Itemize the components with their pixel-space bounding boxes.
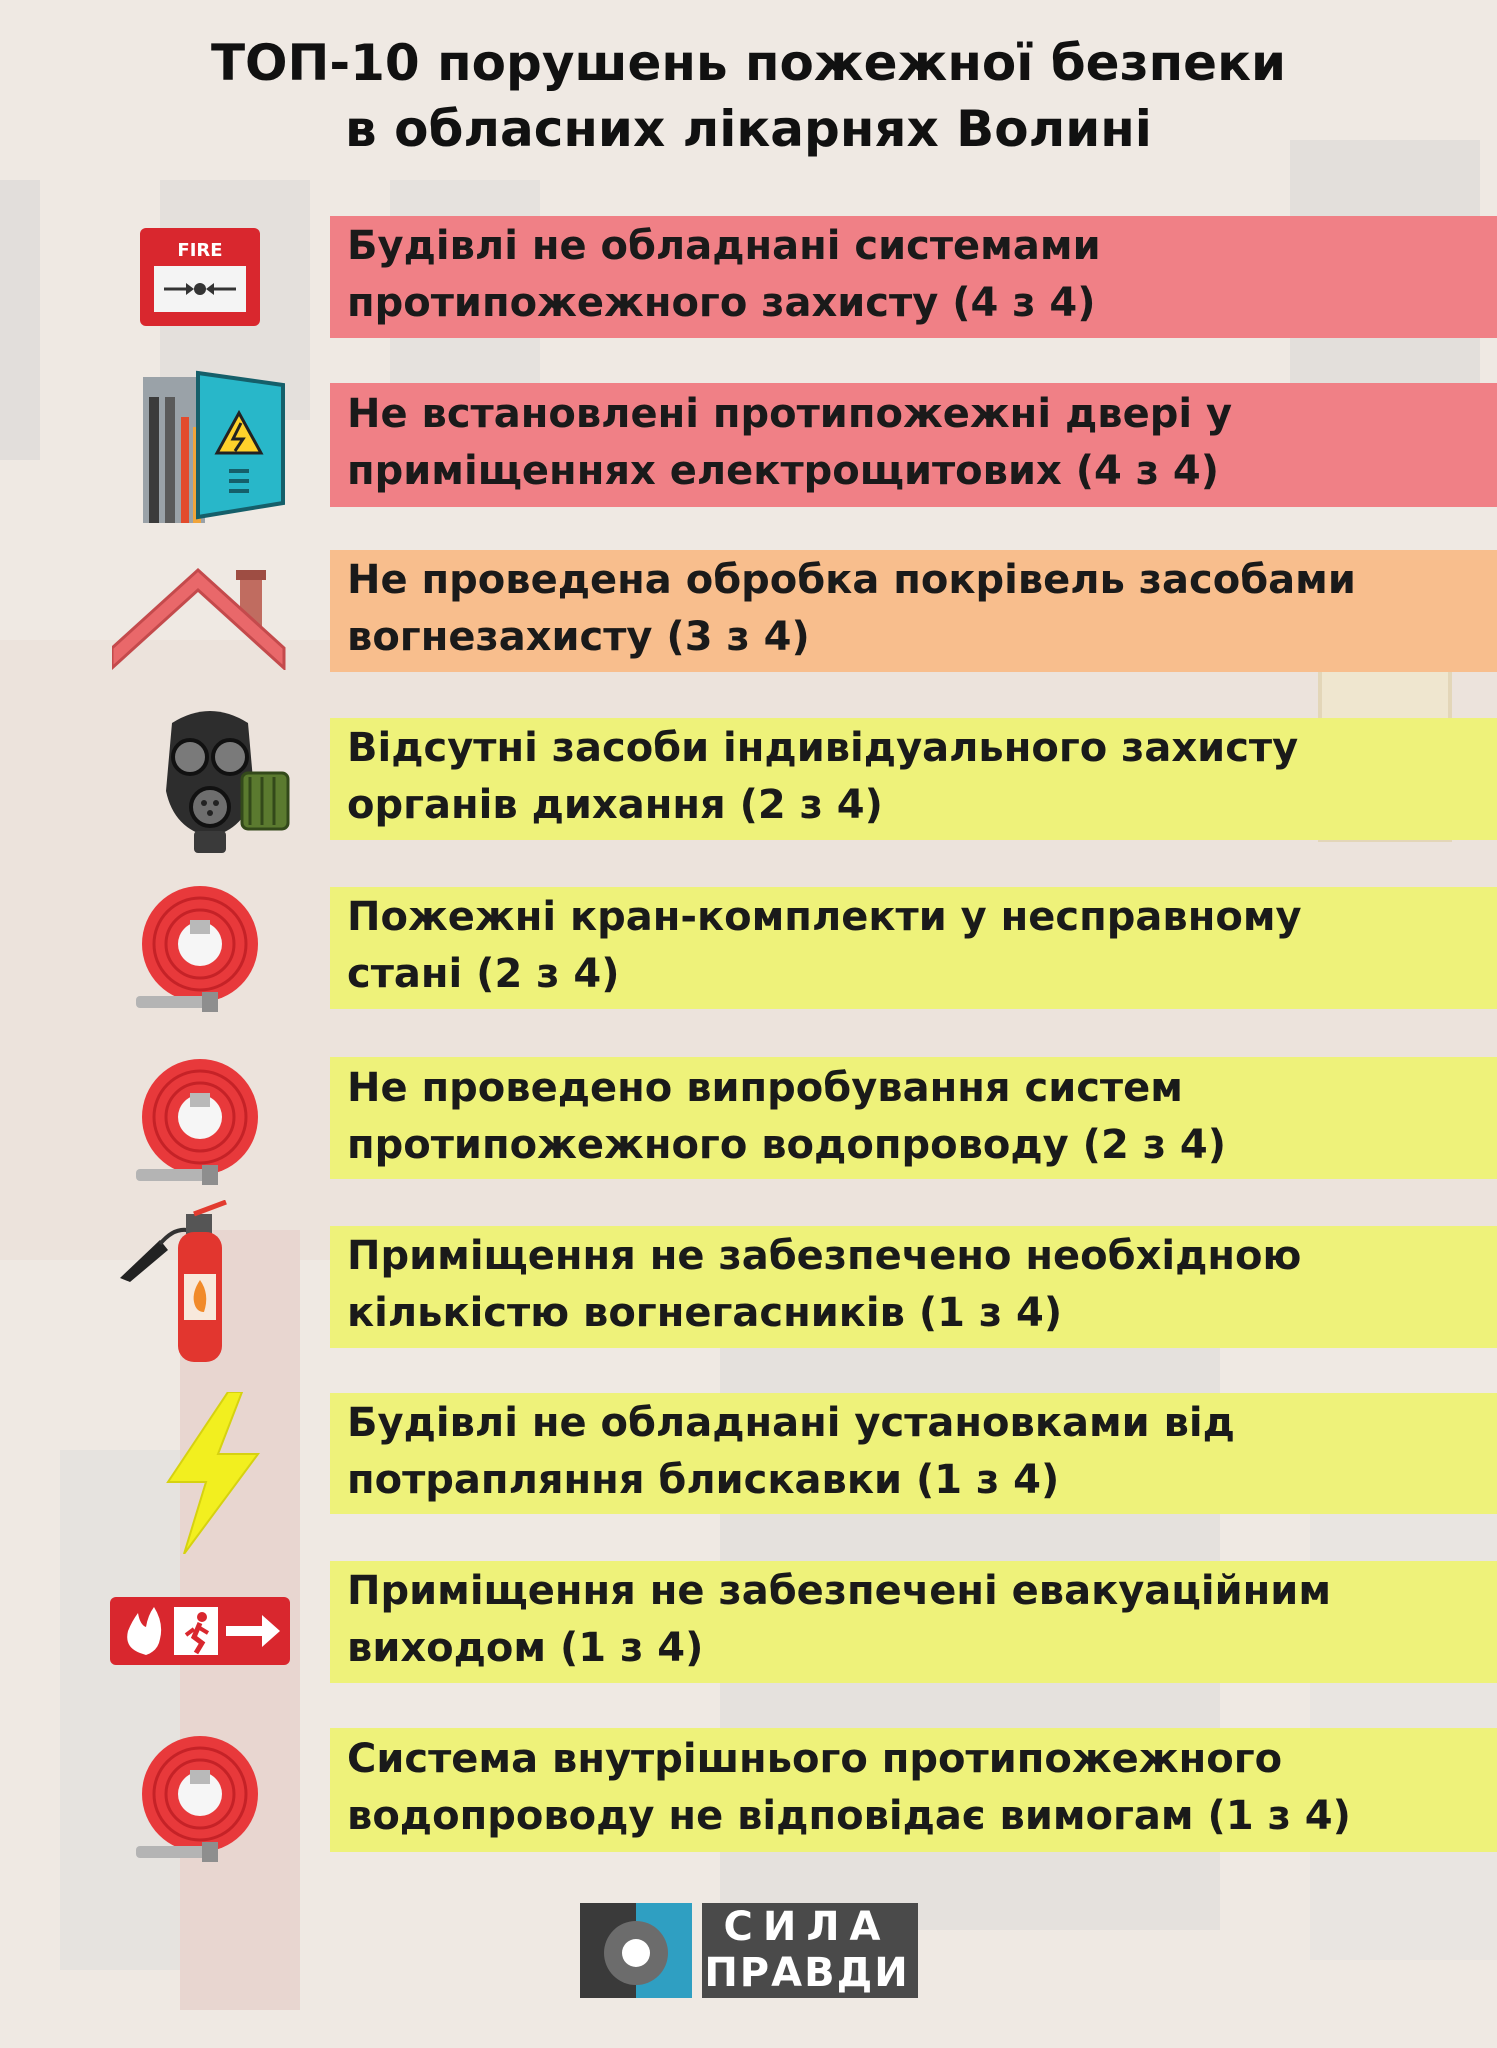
item-4-line-2: органів дихання (2 з 4): [347, 782, 883, 828]
item-10-line-1: Система внутрішнього протипожежного: [347, 1736, 1283, 1782]
item-text-3: [347, 552, 1497, 666]
item-text-7: [347, 1228, 1497, 1342]
item-text-4: [347, 720, 1497, 834]
item-8-line-1: Будівлі не обладнані установками від: [347, 1400, 1235, 1446]
item-2-line-1: Не встановлені протипожежні двері у: [347, 391, 1233, 437]
roof-icon: [112, 566, 287, 670]
fire-extinguisher-icon: [118, 1200, 238, 1365]
item-5-line-1: Пожежні кран-комплекти у несправному: [347, 894, 1302, 940]
emergency-exit-icon: [110, 1597, 290, 1665]
item-text-5: [347, 889, 1497, 1003]
logo-line-1: СИЛА: [723, 1904, 891, 1950]
item-6-line-2: протипожежного водопроводу (2 з 4): [347, 1122, 1226, 1168]
item-text-8: [347, 1395, 1497, 1509]
lightning-icon: [158, 1392, 260, 1554]
item-9-line-1: Приміщення не забезпечені евакуаційним: [347, 1568, 1332, 1614]
fire-hose-icon: [136, 1734, 268, 1864]
item-3-line-2: вогнезахисту (3 з 4): [347, 614, 810, 660]
item-7-line-2: кількістю вогнегасників (1 з 4): [347, 1290, 1063, 1336]
item-2-line-2: приміщеннях електрощитових (4 з 4): [347, 448, 1220, 494]
fire-hose-icon: [136, 884, 268, 1014]
item-5-line-2: стані (2 з 4): [347, 951, 620, 997]
item-9-line-2: виходом (1 з 4): [347, 1625, 704, 1671]
page-title: [0, 30, 1497, 162]
item-6-line-1: Не проведено випробування систем: [347, 1065, 1183, 1111]
item-8-line-2: потрапляння блискавки (1 з 4): [347, 1457, 1060, 1503]
title-line-2: в обласних лікарнях Волині: [345, 100, 1152, 158]
item-1-line-2: протипожежного захисту (4 з 4): [347, 280, 1096, 326]
item-text-9: [347, 1563, 1497, 1677]
title-line-1: ТОП-10 порушень пожежної безпеки: [210, 34, 1287, 92]
logo-line-2: ПРАВДИ: [704, 1950, 910, 1996]
item-text-10: [347, 1731, 1497, 1845]
item-text-1: [347, 218, 1497, 332]
fire-alarm-label: FIRE: [177, 240, 223, 261]
item-4-line-1: Відсутні засоби індивідуального захисту: [347, 725, 1299, 771]
electrical-panel-icon: [143, 367, 288, 523]
fire-alarm-icon: [140, 228, 260, 328]
item-text-6: [347, 1060, 1497, 1174]
fire-hose-icon: [136, 1057, 268, 1187]
item-3-line-1: Не проведена обробка покрівель засобами: [347, 557, 1356, 603]
item-1-line-1: Будівлі не обладнані системами: [347, 223, 1101, 269]
gas-mask-icon: [150, 703, 290, 859]
item-7-line-1: Приміщення не забезпечено необхідною: [347, 1233, 1302, 1279]
item-10-line-2: водопроводу не відповідає вимогам (1 з 4): [347, 1793, 1351, 1839]
item-text-2: [347, 386, 1497, 500]
